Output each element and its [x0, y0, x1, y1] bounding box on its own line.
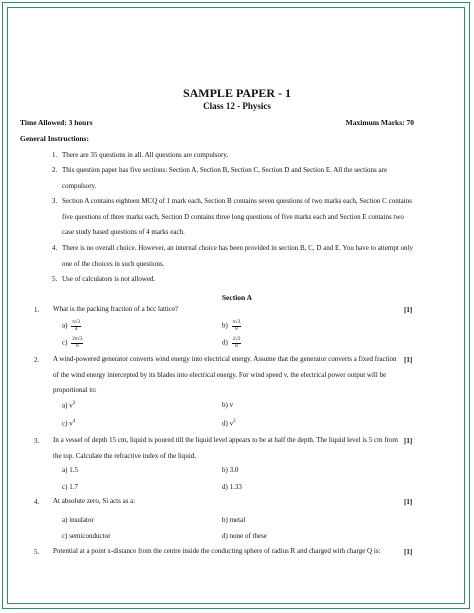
paper-subtitle: Class 12 - Physics: [203, 101, 271, 111]
option-d: [222, 419, 236, 427]
fraction-numerator: π√3: [72, 320, 80, 325]
instruction-item: [52, 148, 414, 164]
option-b: [222, 320, 241, 332]
fraction-denominator: 8: [235, 326, 238, 332]
question-text: Potential at a point x-distance from the centre inside the conducting sphere of radius R and charged with charge Q is:: [53, 547, 381, 555]
option-c: [62, 532, 110, 540]
option-label: b): [222, 516, 228, 524]
question-marks: [1]: [404, 437, 413, 445]
option-label: d): [222, 338, 228, 347]
option-exponent: 3: [72, 401, 76, 406]
question-text: In a vessel of depth 15 cm, liquid is poured till the liquid level appears to be at half the depth. The liquid level is 5 cm from the top. Calculate the refractive index of the liquid,: [53, 436, 398, 460]
fraction: [71, 337, 83, 349]
instruction-text: There is no overall choice. However, an internal choice has been provided in section B, C, D and E. You have to attempt only one of the choices in such questions.: [62, 244, 413, 268]
instruction-text: Use of calculators is not allowed.: [62, 275, 156, 283]
option-value: semiconductor: [69, 532, 111, 540]
option-label: d): [222, 419, 228, 428]
option-label: b): [222, 321, 228, 330]
option-b: [222, 516, 245, 524]
option-value: v: [69, 401, 73, 410]
option-label: d): [222, 483, 228, 491]
instruction-number: 5.: [52, 275, 58, 283]
option-label: c): [62, 483, 68, 491]
paper-title: SAMPLE PAPER - 1: [182, 86, 292, 100]
option-a: [62, 516, 94, 524]
option-label: a): [62, 321, 68, 330]
question-text: At absolute zero, Si acts as a:: [53, 497, 136, 505]
option-d: [222, 337, 241, 349]
instruction-item: [52, 194, 414, 241]
option-b: [222, 401, 233, 409]
question-text: What is the packing fraction of a bcc lattice?: [53, 305, 179, 313]
fraction-denominator: 8: [235, 343, 238, 349]
option-a: [62, 466, 78, 474]
question-number: 3.: [34, 437, 40, 445]
question-number: 5.: [34, 548, 40, 556]
fraction-numerator: 2π√3: [72, 337, 83, 342]
instruction-text: This question paper has five sections: Section A, Section B, Section C, Section D and Section E. All the sections are compulsory.: [62, 166, 388, 190]
time-allowed: Time Allowed: 3 hours: [20, 118, 93, 127]
fraction-numerator: 2√3: [232, 337, 241, 342]
option-value: 1.33: [229, 483, 242, 491]
option-label: b): [222, 466, 228, 474]
option-exponent: 4: [72, 419, 76, 424]
maximum-marks: Maximum Marks: 70: [345, 118, 414, 127]
option-a: [62, 401, 75, 409]
instruction-item: [52, 272, 414, 288]
option-label: a): [62, 466, 68, 474]
option-label: a): [62, 401, 68, 410]
fraction-denominator: 8: [76, 343, 79, 349]
question-marks: [1]: [404, 548, 413, 556]
option-exponent: 2: [233, 419, 236, 424]
option-label: c): [62, 338, 68, 347]
option-c: [62, 419, 75, 427]
option-c: [62, 483, 78, 491]
option-c: [62, 337, 83, 349]
instruction-text: There are 35 questions in all. All questions are compulsory.: [62, 151, 229, 159]
fraction-numerator: π√3: [232, 320, 241, 325]
instructions-heading: General Instructions:: [20, 134, 89, 143]
option-label: c): [62, 419, 68, 428]
option-label: c): [62, 532, 68, 540]
fraction-denominator: 4: [74, 326, 78, 332]
option-value: v: [69, 419, 73, 428]
section-a-heading: Section A: [221, 293, 253, 302]
instruction-number: 3.: [52, 197, 58, 205]
question-marks: [1]: [404, 498, 413, 506]
instruction-text: Section A contains eighteen MCQ of 1 mark each, Section B contains seven questions of two marks each, Section C contains five questions of three marks each, Section D contains three long questions of five marks each and Section E contains two case study based questions of 4 marks each.: [62, 197, 412, 236]
option-d: [222, 532, 267, 540]
option-b: [222, 466, 238, 474]
option-value: v: [229, 419, 234, 428]
instruction-item: [52, 163, 414, 194]
option-value: none of these: [229, 532, 267, 540]
option-value: insulator: [69, 516, 94, 524]
instruction-number: 2.: [52, 166, 58, 174]
fraction: [71, 320, 81, 332]
option-label: d): [222, 532, 228, 540]
option-d: [222, 483, 242, 491]
question-text: A wind-powered generator converts wind energy into electrical energy. Assume that the generator converts a fixed fraction of the wind energy intercepted by its blades into electrical energy. For wind speed v, the electrical power output will be proportional to:: [53, 355, 397, 394]
question-number: 4.: [34, 498, 40, 506]
question-number: 1.: [34, 306, 40, 314]
option-value: 1.5: [69, 466, 78, 474]
option-label: a): [62, 516, 68, 524]
instruction-number: 4.: [52, 244, 58, 252]
question-number: 2.: [34, 356, 40, 364]
instruction-number: 1.: [52, 151, 58, 159]
option-value: v: [229, 401, 234, 409]
fraction: [232, 320, 242, 332]
option-value: 3.0: [229, 466, 239, 474]
option-value: metal: [229, 516, 246, 524]
option-value: 1.7: [69, 483, 78, 491]
option-label: b): [222, 401, 228, 409]
question-marks: [1]: [404, 356, 413, 364]
fraction: [232, 337, 242, 349]
instruction-item: [52, 241, 414, 272]
option-a: [62, 320, 81, 332]
question-marks: [1]: [404, 306, 413, 314]
